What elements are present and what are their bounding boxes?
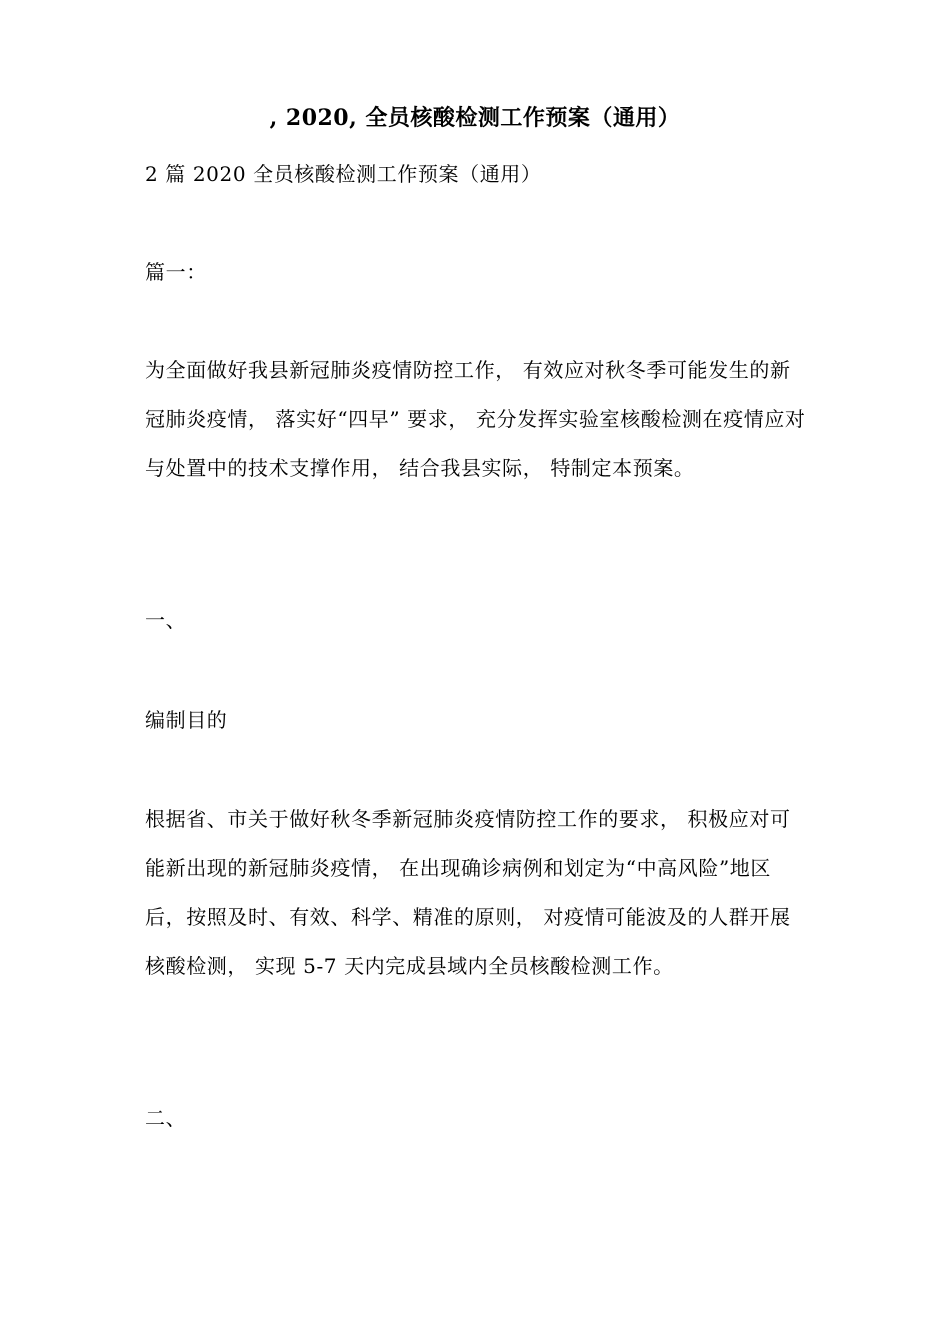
section-1-title: 编制目的 [145, 708, 228, 732]
document-title: , 2020, 全员核酸检测工作预案（通用） [269, 105, 681, 131]
part-label: 篇一： [145, 260, 207, 284]
section-1-body: 根据省、市关于做好秋冬季新冠肺炎疫情防控工作的要求， 积极应对可能新出现的新冠肺炎疫情， 在出现确诊病例和划定为“中高风险”地区后，按照及时、有效、科学、精准的原则， 对疫情可能波及的人群开展核酸检测， 实现 5-7 天内完成县域内全员核酸检测工作。 [145, 807, 791, 978]
section-2-number: 二、 [145, 1106, 187, 1130]
intro-paragraph: 为全面做好我县新冠肺炎疫情防控工作， 有效应对秋冬季可能发生的新冠肺炎疫情， 落实好“四早” 要求， 充分发挥实验室核酸检测在疫情应对与处置中的技术支撑作用， 结合我县实际， 特制定本预案。 [145, 358, 806, 480]
document-subtitle: 2 篇 2020 全员核酸检测工作预案（通用） [145, 162, 542, 186]
section-1-number: 一、 [145, 608, 187, 632]
